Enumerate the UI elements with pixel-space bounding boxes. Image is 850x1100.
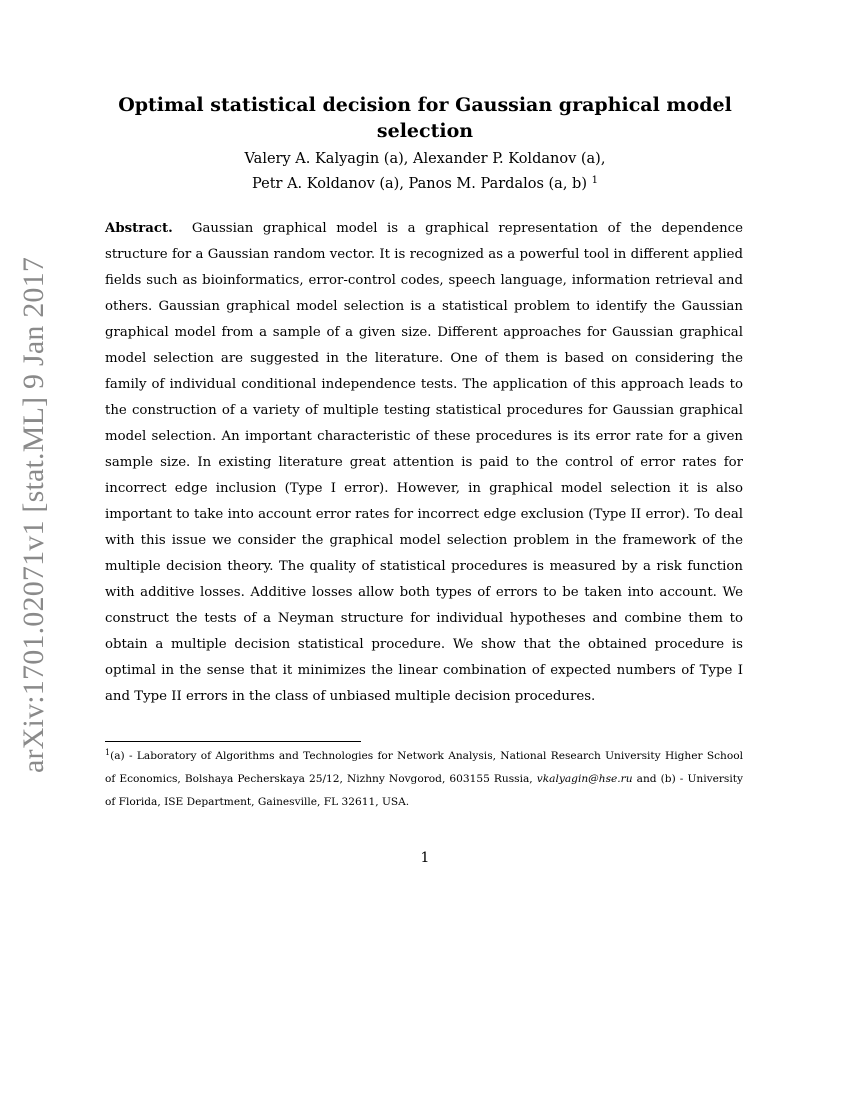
author-line-2-text: Petr A. Koldanov (a), Panos M. Pardalos (a, b) (252, 176, 587, 192)
footnote-affiliation-b: and (b) - University of Florida, ISE Department, Gainesville, FL 32611, USA. (105, 773, 743, 808)
author-list (105, 147, 745, 197)
abstract (105, 216, 743, 710)
author-line-1: Valery A. Kalyagin (a), Alexander P. Koldanov (a), (244, 151, 606, 167)
arxiv-identifier: arXiv:1701.02071v1 [stat.ML] 9 Jan 2017 (17, 256, 51, 774)
author-email-link[interactable]: vkalyagin@hse.ru (536, 773, 633, 785)
author-footnote-marker[interactable]: 1 (591, 175, 598, 186)
footnote-marker: 1 (105, 748, 111, 757)
arxiv-sidebar (4, 256, 64, 774)
abstract-label: Abstract. (105, 221, 173, 236)
author-line-2 (105, 172, 745, 197)
page-number: 1 (420, 850, 430, 866)
abstract-text: Gaussian graphical model is a graphical representation of the dependence structure for a Gaussian random vector. It is recognized as a powerful tool in different applied fields such as bioinformatics, error-control codes, speech language, information retrieval and others. Gaussian graphical model selection is a statistical problem to identify the Gaussian graphical model from a sample of a given size. Different approaches for Gaussian graphical model selection are suggested in the literature. One of them is based on considering the family of individual conditional independence tests. The application of this approach leads to the construction of a variety of multiple testing statistical procedures for Gaussian graphical model selection. An important characteristic of these procedures is its error rate for a given sample size. In existing literature great attention is paid to the control of error rates for incorrect edge inclusion (Type I error). However, in graphical model selection it is also important to take into account error rates for incorrect edge exclusion (Type II error). To deal with this issue we consider the graphical model selection problem in the framework of the multiple decision theory. The quality of statistical procedures is measured by a risk function with additive losses. Additive losses allow both types of errors to be taken into account. We construct the tests of a Neyman structure for individual hypotheses and combine them to obtain a multiple decision statistical procedure. We show that the obtained procedure is optimal in the sense that it minimizes the linear combination of expected numbers of Type I and Type II errors in the class of unbiased multiple decision procedures. (105, 221, 743, 704)
paper-title: Optimal statistical decision for Gaussian graphical model selection (118, 94, 732, 142)
footnote (105, 745, 743, 814)
footnote-affiliation-a: (a) - Laboratory of Algorithms and Technologies for Network Analysis, National Research University Higher School of Economics, Bolshaya Pecherskaya 25/12, Nizhny Novgorod, 603155 Russia, (105, 750, 743, 785)
footnote-divider (105, 741, 361, 742)
